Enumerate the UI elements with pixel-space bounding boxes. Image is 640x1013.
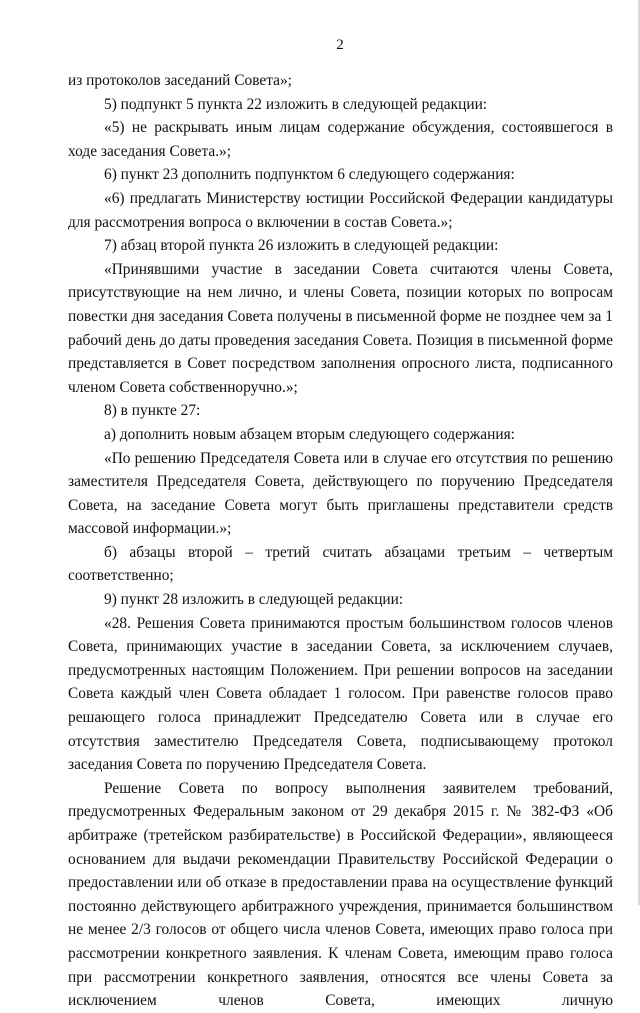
- paragraph-decision: Решение Совета по вопросу выполнения заявителем требований, предусмотренных Федеральным законом от 29 декабря 2015 г. № 382-ФЗ «Об арбитраже (третейском разбирательстве) в Российской Федерации», являющееся основанием для выдачи рекомендации Правительству Российской Федерации о предоставлении или об отказе в предоставлении права на осуществление функций постоянно действующего арбитражного учреждения, принимается большинством не менее 2/3 голосов от общего числа членов Совета, имеющих право голоса при рассмотрении конкретного заявления. К членам Совета, имеющим право голоса при рассмотрении конкретного заявления, относятся все члены Совета за исключением членов Совета, имеющих личную: [68, 779, 613, 1010]
- paragraph-item-5: 5) подпункт 5 пункта 22 изложить в следующей редакции:: [104, 95, 488, 113]
- paragraph-quote-7: «Принявшими участие в заседании Совета считаются члены Совета, присутствующие на нем лично, и члены Совета, позиции которых по вопросам повестки дня заседания Совета получены в письменной форме не позднее чем за 1 рабочий день до даты проведения заседания Совета. Позиция в письменной форме представляется в Совет посредством заполнения опросного листа, подписанного членом Совета собственноручно.»;: [68, 260, 613, 396]
- paragraph-quote-6: «6) предлагать Министерству юстиции Российской Федерации кандидатуры для рассмотрения вопроса о включении в состав Совета.»;: [68, 189, 613, 231]
- document-body: [68, 69, 613, 1013]
- paragraph-continuation: из протоколов заседаний Совета»;: [68, 72, 292, 89]
- paragraph-item-6: 6) пункт 23 дополнить подпунктом 6 следующего содержания:: [104, 166, 515, 184]
- paragraph-item-9: 9) пункт 28 изложить в следующей редакции:: [104, 591, 404, 609]
- paragraph-item-8: 8) в пункте 27:: [104, 402, 201, 420]
- paragraph-item-8b: б) абзацы второй – третий считать абзацами третьим – четвертым соответственно;: [68, 543, 613, 585]
- page-number: 2: [336, 37, 344, 53]
- paragraph-quote-28: «28. Решения Совета принимаются простым большинством голосов членов Совета, принимающих участие в заседании Совета, за исключением случаев, предусмотренных настоящим Положением. При решении вопросов на заседании Совета каждый член Совета обладает 1 голосом. При равенстве голосов право решающего голоса принадлежит Председателю Совета или в случае его отсутствия заместителю Председателя Совета, подписывающему протокол заседания Совета по поручению Председателя Совета.: [68, 614, 613, 774]
- paragraph-quote-5: «5) не раскрывать иным лицам содержание обсуждения, состоявшегося в ходе заседания Совета.»;: [68, 119, 613, 160]
- paragraph-item-7: 7) абзац второй пункта 26 изложить в следующей редакции:: [104, 237, 499, 255]
- paragraph-item-8a: а) дополнить новым абзацем вторым следующего содержания:: [104, 425, 515, 443]
- paragraph-quote-8a: «По решению Председателя Совета или в случае его отсутствия по решению заместителя Председателя Совета, действующего по поручению Председателя Совета, на заседание Совета могут быть приглашены представители средств массовой информации.»;: [68, 449, 613, 538]
